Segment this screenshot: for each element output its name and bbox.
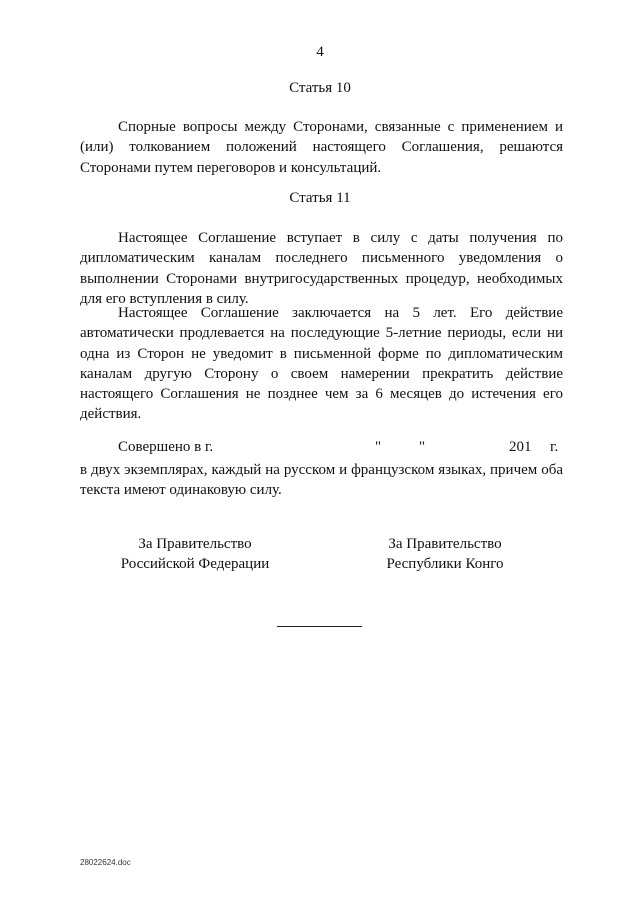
page-number: 4 [316,44,324,60]
done-at-prefix: Совершено в г. [118,439,214,455]
footer-filename: 28022624.doc [80,858,131,867]
article-11-paragraph-1: Настоящее Соглашение вступает в силу с даты получения по дипломатическим каналам последнего письменного уведомления о выполнении Сторонами внутригосударственных процедур, необходимых для его вступления в силу. [80,230,563,307]
signature-congo-line-1: За Правительство [388,536,502,552]
signature-congo-line-2: Республики Конго [386,556,504,572]
article-10-text: Спорные вопросы между Сторонами, связанные с применением и (или) толкованием положений настоящего Соглашения, решаются Сторонами путем переговоров и консультаций. [80,119,563,176]
signature-russia-line-2: Российской Федерации [120,556,270,572]
end-rule [277,626,362,627]
done-at-year: 201 [509,439,532,455]
article-11-heading: Статья 11 [289,190,351,206]
signature-block-congo [355,534,535,574]
article-11-paragraph-2: Настоящее Соглашение заключается на 5 лет. Его действие автоматически продлевается на последующие 5-летние периоды, если ни одна из Сторон не уведомит в письменной форме по дипломатическим каналам другую Сторону о своем намерении прекратить действие настоящего Соглашения не позднее чем за 6 месяцев до истечения его действия. [80,305,563,423]
article-10-heading: Статья 10 [289,80,351,96]
signature-block-russia [100,534,290,574]
done-at-quote-open: " [375,439,382,455]
done-at-quote-close: " [419,439,426,455]
done-at-year-suffix: г. [550,439,559,455]
done-at-continuation: в двух экземплярах, каждый на русском и французском языках, причем оба текста имеют одинаковую силу. [80,462,563,499]
signature-russia-line-1: За Правительство [138,536,252,552]
